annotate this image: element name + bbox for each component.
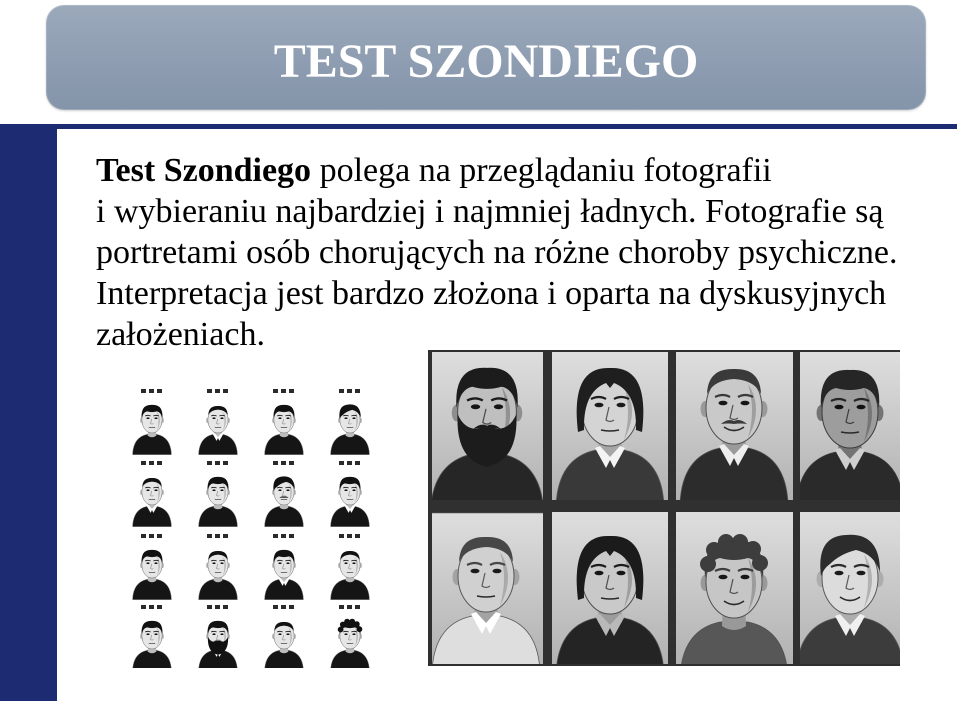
portrait-label-mark: [223, 389, 228, 393]
portrait-label-mark: [207, 534, 212, 538]
portrait-label-mark: [273, 534, 278, 538]
portrait-grid-photo-small: [118, 378, 392, 668]
portrait-label-mark: [215, 534, 220, 538]
accent-divider-line: [0, 124, 957, 129]
portrait-label-mark: [273, 461, 278, 465]
portrait-label-mark: [149, 534, 154, 538]
portrait-eye: [857, 405, 866, 410]
portrait-label-mark: [355, 534, 360, 538]
portrait-eye: [344, 489, 347, 491]
portrait-label-mark: [289, 461, 294, 465]
body-text-line: Interpretacja jest bardzo złożona i oparta na dyskusyjnych: [96, 275, 887, 312]
portrait-eye: [617, 571, 626, 576]
portrait-label-mark: [273, 605, 278, 609]
portrait-eye: [741, 401, 750, 406]
portrait-label-mark: [347, 461, 352, 465]
portrait-label-mark: [355, 605, 360, 609]
portrait-eye: [835, 405, 844, 410]
portrait-label-mark: [215, 605, 220, 609]
portrait-label-mark: [141, 461, 146, 465]
portrait-label-mark: [281, 605, 286, 609]
portrait-hair-curl: [338, 627, 344, 633]
slide-body-text: [96, 150, 898, 355]
portrait-label-mark: [289, 389, 294, 393]
portrait-hair-curl: [745, 541, 761, 557]
portrait-label-mark: [281, 461, 286, 465]
portrait-eye: [286, 417, 289, 419]
portrait-label-mark: [273, 389, 278, 393]
portrait-label-mark: [157, 389, 162, 393]
portrait-hair-curl: [344, 619, 350, 625]
portrait-hair-curl: [354, 621, 360, 627]
portrait-eye: [278, 633, 281, 635]
portrait-label-mark: [289, 605, 294, 609]
portrait-eye: [286, 633, 289, 635]
portrait-label-mark: [141, 605, 146, 609]
portrait-eye: [352, 633, 355, 635]
body-lead-bold: Test Szondiego: [96, 152, 312, 189]
portrait-eye: [220, 562, 223, 564]
portrait-eye: [595, 571, 604, 576]
portrait-label-mark: [223, 605, 228, 609]
portrait-eye: [286, 489, 289, 491]
portrait-eye: [146, 489, 149, 491]
portrait-label-mark: [141, 534, 146, 538]
portrait-label-mark: [339, 534, 344, 538]
portrait-hair-curl: [718, 534, 734, 550]
portrait-eye: [352, 417, 355, 419]
portrait-eye: [344, 633, 347, 635]
title-bar: [46, 5, 926, 110]
portrait-eye: [835, 571, 844, 576]
portrait-label-mark: [215, 389, 220, 393]
portrait-label-mark: [157, 534, 162, 538]
portrait-eye: [154, 562, 157, 564]
portrait-label-mark: [339, 605, 344, 609]
portrait-label-mark: [289, 534, 294, 538]
frame-bar: [428, 350, 900, 352]
portrait-label-mark: [347, 389, 352, 393]
portrait-eye: [220, 417, 223, 419]
frame-bar: [428, 500, 900, 512]
portrait-eye: [471, 569, 480, 574]
portrait-eye: [595, 403, 604, 408]
portrait-label-mark: [281, 389, 286, 393]
portrait-eye: [286, 562, 289, 564]
portrait-label-mark: [339, 461, 344, 465]
portrait-eye: [719, 401, 728, 406]
portrait-eye: [741, 575, 750, 580]
portrait-eye: [617, 403, 626, 408]
portrait-eye: [344, 417, 347, 419]
portrait-eye: [212, 562, 215, 564]
portrait-eye: [493, 569, 502, 574]
portrait-label-mark: [157, 605, 162, 609]
portrait-label-mark: [157, 461, 162, 465]
portrait-hair-curl: [357, 626, 363, 632]
portrait-label-mark: [339, 389, 344, 393]
portrait-eye: [471, 404, 480, 409]
portrait-eye: [154, 633, 157, 635]
body-text-line: [96, 150, 898, 191]
portrait-eye: [494, 404, 503, 409]
portrait-hair-curl: [752, 555, 768, 571]
body-text-line: założeniach.: [96, 316, 265, 353]
portrait-label-mark: [355, 389, 360, 393]
portrait-eye: [146, 633, 149, 635]
portrait-label-mark: [207, 605, 212, 609]
portrait-eye: [344, 562, 347, 564]
portrait-label-mark: [215, 461, 220, 465]
portrait-eye: [154, 417, 157, 419]
portrait-label-mark: [141, 389, 146, 393]
portrait-label-mark: [223, 534, 228, 538]
portrait-label-mark: [207, 461, 212, 465]
portrait-label-mark: [355, 461, 360, 465]
body-text-line: portretami osób chorujących na różne choroby psychiczne.: [96, 234, 898, 271]
portrait-eye: [146, 417, 149, 419]
body-text-segment: polega na przeglądaniu fotografii: [319, 152, 772, 189]
portrait-eye: [220, 633, 223, 635]
portrait-eye: [352, 489, 355, 491]
portrait-label-mark: [347, 534, 352, 538]
portrait-eye: [278, 489, 281, 491]
portrait-eye: [220, 489, 223, 491]
portrait-hair-curl: [700, 556, 716, 572]
portrait-label-mark: [281, 534, 286, 538]
portrait-label-mark: [207, 389, 212, 393]
portrait-label-mark: [149, 389, 154, 393]
portrait-eye: [352, 562, 355, 564]
slide-title: TEST SZONDIEGO: [273, 34, 699, 88]
body-text-line: i wybieraniu najbardziej i najmniej ładnych. Fotografie są: [96, 193, 884, 230]
frame-bar: [428, 664, 900, 666]
portrait-eye: [278, 562, 281, 564]
portrait-label-mark: [149, 461, 154, 465]
portrait-eye: [212, 417, 215, 419]
portrait-label-mark: [223, 461, 228, 465]
portrait-label-mark: [347, 605, 352, 609]
portrait-grid-photo-large: [428, 350, 900, 666]
portrait-label-mark: [149, 605, 154, 609]
portrait-eye: [212, 489, 215, 491]
portrait-eye: [719, 575, 728, 580]
portrait-eye: [146, 562, 149, 564]
portrait-eye: [278, 417, 281, 419]
portrait-eye: [212, 633, 215, 635]
accent-sidebar-bar: [0, 125, 57, 701]
portrait-eye: [857, 571, 866, 576]
portrait-eye: [154, 489, 157, 491]
